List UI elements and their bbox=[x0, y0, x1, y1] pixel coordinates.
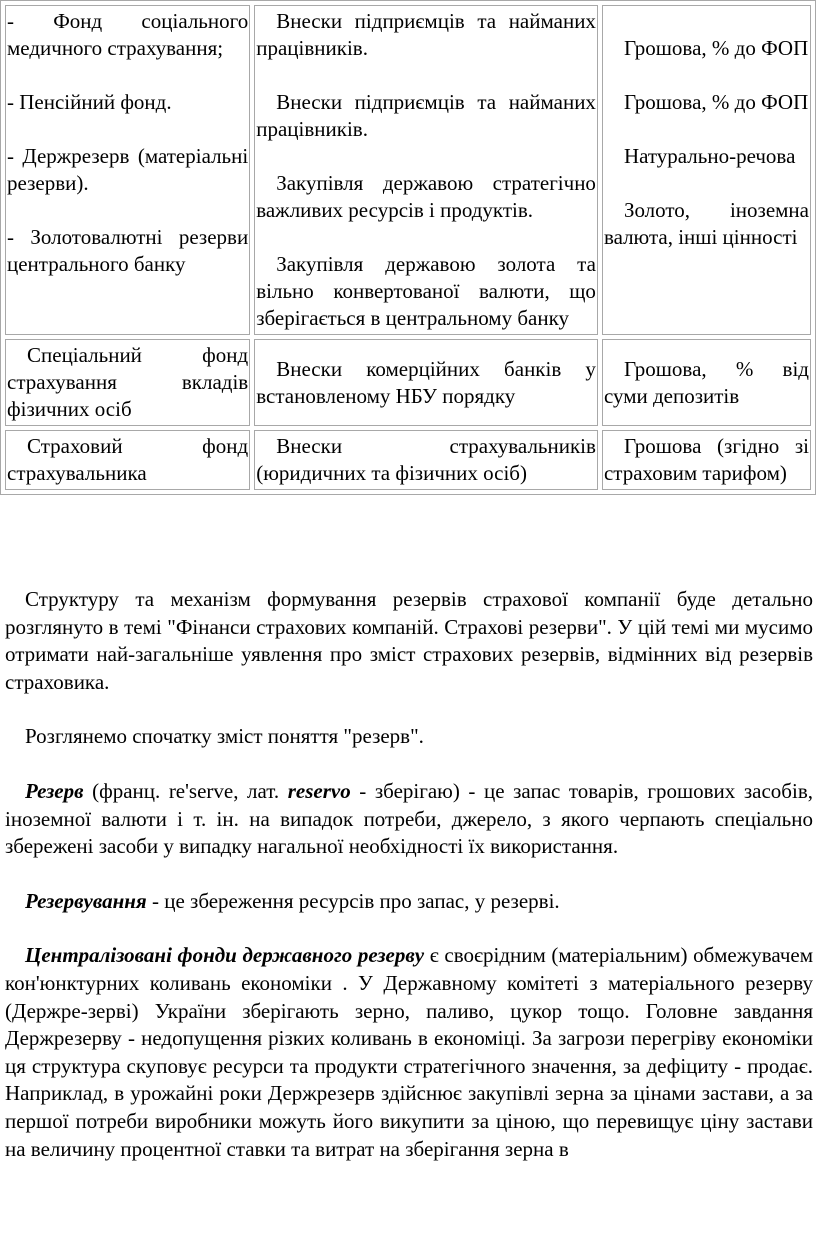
fund-source-cell bbox=[254, 339, 598, 426]
fund-name: - Фонд соціального медичного страхування; bbox=[7, 9, 249, 60]
latin-term: reservo bbox=[287, 778, 351, 803]
fund-name: - Держрезерв (матеріальні резерви). bbox=[7, 144, 249, 195]
paragraph-text: Структуру та механізм формування резервів страхової компанії буде детально розглянуто в темі "Фінанси страхових компаній. Страхові резерви". У цій темі ми мусимо отримати най-загальніше уявлення про зміст страхових резервів, відмінних від резервів страховика. bbox=[5, 587, 813, 694]
fund-form: Грошова, % від суми депозитів bbox=[603, 356, 809, 408]
fund-source: Внески підприємців та найманих працівників. bbox=[256, 90, 596, 141]
fund-source: Закупівля державою золота та вільно конвертованої валюти, що зберігається в центральному банку bbox=[256, 252, 596, 330]
reserves-table-wrapper bbox=[0, 0, 816, 495]
fund-source: Закупівля державою стратегічно важливих ресурсів і продуктів. bbox=[256, 171, 596, 222]
fund-name-cell bbox=[5, 339, 250, 426]
paragraph-text: є своєрідним (матеріальним) обмежувачем кон'юнктурних коливань економіки . У Державному комітеті з матеріального резерву (Держре-зерві) України зберігають зерно, паливо, цукор тощо. Головне завдання Держрезерву - недопущення різких коливань в економіці. За загрози перегріву економіки ця структура скуповує ресурси та продукти стратегічного значення, за дефіциту - продає. Наприклад, в урожайні роки Держрезерв здійснює закупівлі зерна за цінами застави, а за першої потреби виробники можуть його викупити за ціною, що перевищує ціну застави на величину процентної ставки та витрат на зберігання зерна в bbox=[5, 943, 813, 1161]
term-reserve: Резерв bbox=[25, 778, 84, 803]
fund-form-cell bbox=[602, 5, 811, 335]
fund-name: - Золотовалютні резерви центрального банку bbox=[7, 225, 249, 276]
paragraph-text: - це збереження ресурсів про запас, у резерві. bbox=[146, 888, 560, 913]
table-row bbox=[5, 430, 811, 490]
fund-form-cell bbox=[602, 339, 811, 426]
paragraph bbox=[5, 586, 813, 696]
paragraph bbox=[5, 888, 813, 916]
fund-form-cell bbox=[602, 430, 811, 490]
fund-source: Внески страхувальників (юридичних та фізичних осіб) bbox=[256, 434, 596, 485]
paragraph bbox=[5, 778, 813, 861]
fund-source-cell bbox=[254, 430, 598, 490]
fund-form: Грошова, % до ФОП bbox=[623, 90, 809, 114]
fund-form: Грошова (згідно зі страховим тарифом) bbox=[603, 434, 809, 485]
reserves-table bbox=[0, 0, 816, 495]
fund-form: Натурально-речова bbox=[623, 144, 796, 168]
body-text bbox=[5, 586, 813, 1190]
paragraph bbox=[5, 942, 813, 1163]
paragraph-text: Розглянемо спочатку зміст поняття "резерв". bbox=[25, 724, 424, 749]
fund-name: Страховий фонд страхувальника bbox=[7, 434, 249, 485]
fund-source: Внески комерційних банків у встановленому НБУ порядку bbox=[256, 356, 596, 408]
paragraph bbox=[5, 723, 813, 751]
fund-name: Спеціальний фонд страхування вкладів фізичних осіб bbox=[7, 343, 249, 421]
fund-form: Золото, іноземна валюта, інші цінності bbox=[603, 198, 809, 249]
table-row bbox=[5, 5, 811, 335]
fund-source-cell bbox=[254, 5, 598, 335]
term-reservation: Резервування bbox=[25, 888, 147, 913]
fund-name-cell bbox=[5, 430, 250, 490]
fund-form: Грошова, % до ФОП bbox=[623, 36, 809, 60]
term-state-reserve: Централізовані фонди державного резерву bbox=[25, 943, 425, 968]
paragraph-text: (франц. re'serve, лат. bbox=[83, 778, 288, 803]
table-row bbox=[5, 339, 811, 426]
paragraph-text: - зберігаю) - це запас товарів, грошових засобів, іноземної валюти і т. ін. на випадок потреби, джерело, з якого черпають спеціально збережені засоби у випадку нагальної необхідності їх використання. bbox=[5, 778, 813, 859]
fund-name-cell bbox=[5, 5, 250, 335]
fund-source: Внески підприємців та найманих працівників. bbox=[256, 9, 596, 60]
fund-name: - Пенсійний фонд. bbox=[7, 90, 172, 114]
